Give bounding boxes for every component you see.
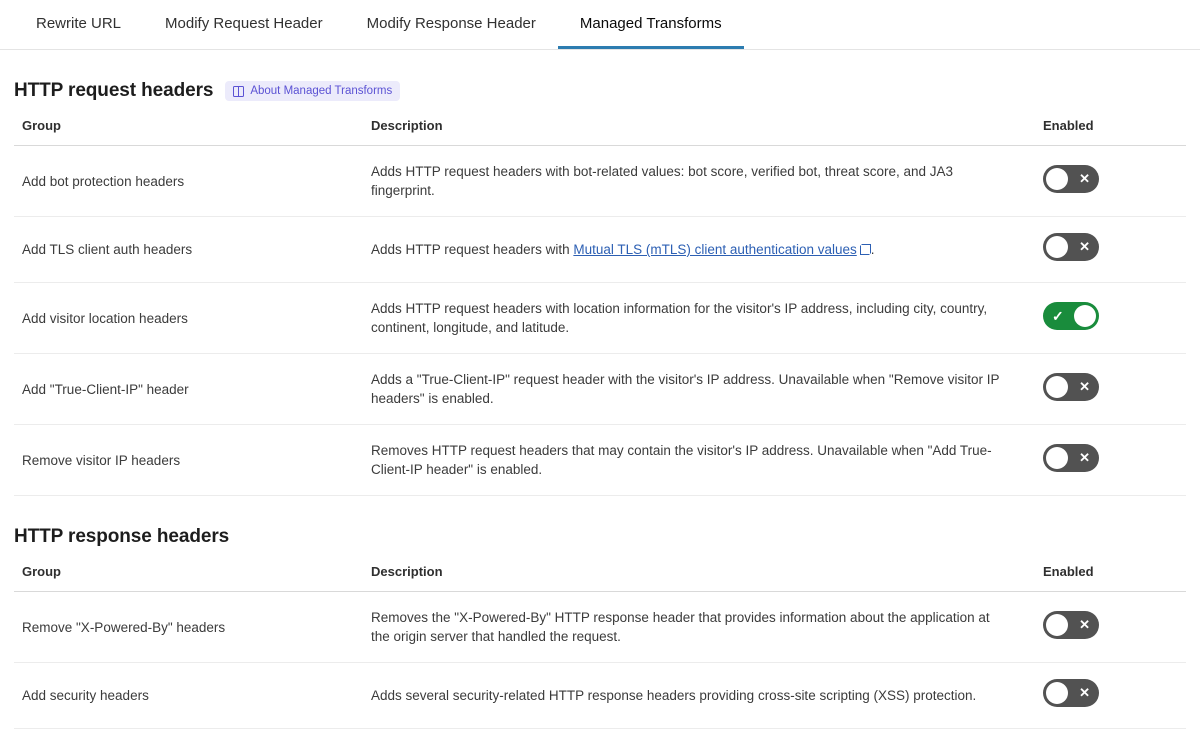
http-request-headers-section bbox=[0, 80, 1200, 496]
table-header-row bbox=[14, 114, 1186, 146]
toggle-knob bbox=[1046, 236, 1068, 258]
header-description: Description bbox=[369, 114, 1041, 146]
toggle-off-icon: ✕ bbox=[1079, 616, 1090, 632]
table-row bbox=[14, 146, 1186, 217]
toggle-remove-visitor-ip-headers[interactable] bbox=[1043, 444, 1099, 472]
header-enabled: Enabled bbox=[1041, 114, 1186, 146]
row-description: Adds several security-related HTTP response headers providing cross-site scripting (XSS) protection. bbox=[369, 663, 1041, 729]
about-managed-transforms-link[interactable] bbox=[225, 81, 400, 101]
toggle-knob bbox=[1046, 168, 1068, 190]
row-description: Adds HTTP request headers with bot-related values: bot score, verified bot, threat score, and JA3 fingerprint. bbox=[369, 146, 1041, 217]
header-group: Group bbox=[14, 560, 369, 592]
tab-modify-response-header[interactable]: Modify Response Header bbox=[366, 15, 536, 32]
row-enabled-cell bbox=[1041, 354, 1186, 425]
row-enabled-cell bbox=[1041, 663, 1186, 729]
description-text-after: . bbox=[870, 242, 875, 257]
toggle-knob bbox=[1046, 376, 1068, 398]
request-table-body bbox=[14, 146, 1186, 496]
toggle-off-icon: ✕ bbox=[1079, 449, 1090, 465]
book-icon bbox=[233, 86, 244, 97]
response-table-body bbox=[14, 592, 1186, 729]
toggle-knob bbox=[1046, 682, 1068, 704]
external-link-icon bbox=[860, 244, 871, 255]
about-managed-transforms-label: About Managed Transforms bbox=[250, 85, 393, 97]
response-headers-table bbox=[14, 560, 1186, 729]
page-title: HTTP request headers bbox=[14, 80, 214, 101]
toggle-off-icon: ✕ bbox=[1079, 170, 1090, 186]
tab-bar bbox=[0, 0, 1200, 50]
toggle-knob bbox=[1046, 447, 1068, 469]
table-row bbox=[14, 283, 1186, 354]
tab-managed-transforms[interactable]: Managed Transforms bbox=[558, 15, 744, 49]
request-section-header bbox=[14, 80, 1186, 102]
toggle-remove-x-powered-by-headers[interactable] bbox=[1043, 611, 1099, 639]
row-enabled-cell bbox=[1041, 425, 1186, 496]
header-description: Description bbox=[369, 560, 1041, 592]
table-row bbox=[14, 354, 1186, 425]
row-group-label: Add TLS client auth headers bbox=[14, 217, 369, 283]
header-enabled: Enabled bbox=[1041, 560, 1186, 592]
row-enabled-cell bbox=[1041, 217, 1186, 283]
row-group-label: Add visitor location headers bbox=[14, 283, 369, 354]
response-section-header bbox=[14, 526, 1186, 548]
row-group-label: Remove visitor IP headers bbox=[14, 425, 369, 496]
toggle-add-bot-protection-headers[interactable] bbox=[1043, 165, 1099, 193]
toggle-off-icon: ✕ bbox=[1079, 685, 1090, 700]
table-header-row bbox=[14, 560, 1186, 592]
toggle-knob bbox=[1074, 305, 1096, 327]
toggle-add-true-client-ip-header[interactable] bbox=[1043, 373, 1099, 401]
toggle-add-tls-client-auth-headers[interactable] bbox=[1043, 233, 1099, 261]
header-group: Group bbox=[14, 114, 369, 146]
http-response-headers-section bbox=[0, 526, 1200, 729]
row-enabled-cell bbox=[1041, 592, 1186, 663]
table-row bbox=[14, 217, 1186, 283]
table-row bbox=[14, 663, 1186, 729]
row-description: Removes the "X-Powered-By" HTTP response header that provides information about the application at the origin server that handled the request. bbox=[369, 592, 1041, 663]
toggle-knob bbox=[1046, 614, 1068, 636]
row-description: Adds HTTP request headers with location information for the visitor's IP address, including city, country, continent, longitude, and latitude. bbox=[369, 283, 1041, 354]
toggle-off-icon: ✕ bbox=[1079, 378, 1090, 394]
row-group-label: Add "True-Client-IP" header bbox=[14, 354, 369, 425]
request-headers-table bbox=[14, 114, 1186, 496]
response-table-head bbox=[14, 560, 1186, 592]
row-enabled-cell bbox=[1041, 283, 1186, 354]
tab-rewrite-url[interactable]: Rewrite URL bbox=[36, 15, 122, 32]
toggle-on-icon: ✓ bbox=[1052, 307, 1064, 324]
request-table-head bbox=[14, 114, 1186, 146]
table-row bbox=[14, 425, 1186, 496]
row-group-label: Add bot protection headers bbox=[14, 146, 369, 217]
mutual-tls-link[interactable]: Mutual TLS (mTLS) client authentication values bbox=[573, 242, 857, 257]
row-group-label: Remove "X-Powered-By" headers bbox=[14, 592, 369, 663]
toggle-add-security-headers[interactable] bbox=[1043, 679, 1099, 707]
row-enabled-cell bbox=[1041, 146, 1186, 217]
table-row bbox=[14, 592, 1186, 663]
description-text-before: Adds HTTP request headers with bbox=[371, 242, 574, 257]
toggle-off-icon: ✕ bbox=[1079, 239, 1090, 254]
row-group-label: Add security headers bbox=[14, 663, 369, 729]
row-description bbox=[369, 217, 1041, 283]
row-description: Adds a "True-Client-IP" request header with the visitor's IP address. Unavailable when "Remove visitor IP headers" is enabled. bbox=[369, 354, 1041, 425]
tab-modify-request-header[interactable]: Modify Request Header bbox=[165, 15, 323, 32]
row-description: Removes HTTP request headers that may contain the visitor's IP address. Unavailable when "Add True-Client-IP header" is enabled. bbox=[369, 425, 1041, 496]
toggle-add-visitor-location-headers[interactable] bbox=[1043, 302, 1099, 330]
response-section-title: HTTP response headers bbox=[14, 526, 230, 547]
